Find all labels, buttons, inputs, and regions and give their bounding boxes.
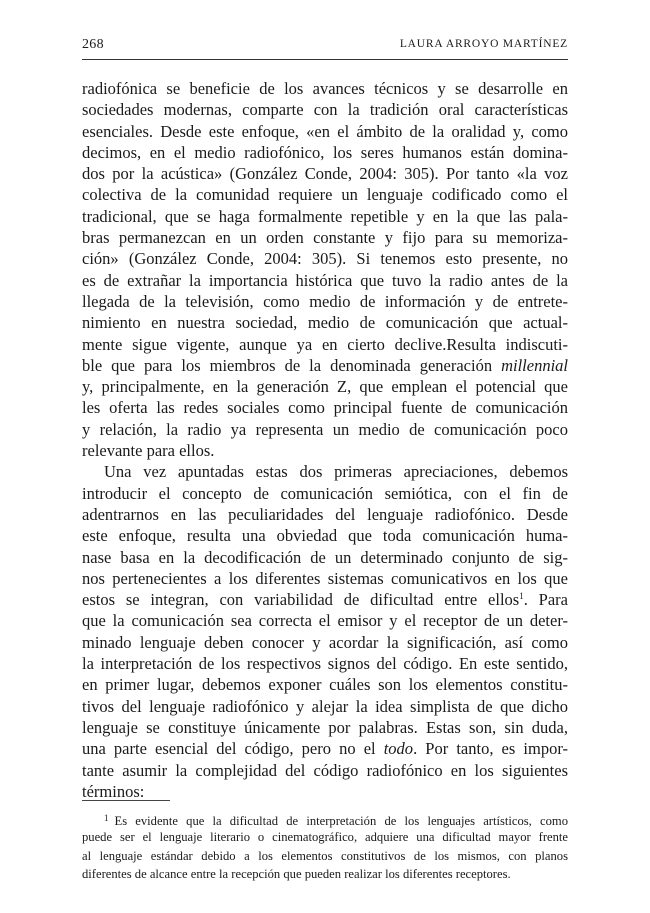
text-line: llegada de la televisión, como medio de información y de entrete- [82,291,568,311]
text-segment: . Por tanto, es impor- [413,739,568,759]
text-line: tante asumir la complejidad del código radiofónico en los siguientes [82,760,568,780]
text-line: la interpretación de los respectivos signos del código. En este sentido, [82,654,568,674]
text-line: mente sigue vigente, aunque ya en cierto declive.Resulta indiscuti- [82,334,568,354]
italic-term: millennial [501,355,568,375]
text-line: introducir el concepto de comunicación semiótica, con el fin de [82,483,568,503]
text-line: minado lenguaje deben conocer y acordar la significación, así como [82,632,568,652]
text-segment: ble que para los miembros de la denominada generación [82,355,502,375]
footnote-line [82,809,568,828]
footnote-line: puede ser el lenguaje literario o cinematográfico, adquiere una dificultad mayor frente [82,829,568,844]
footnote [82,809,568,884]
italic-term: todo [383,739,414,759]
text-line: decimos, en el medio radiofónico, los seres humanos están domina- [82,142,568,162]
text-line: lenguaje se constituye únicamente por palabras. Estas son, sin duda, [82,717,568,737]
footnote-marker: 1 [104,813,109,823]
footnote-line: diferentes de alcance entre la recepción que pueden realizar los diferentes receptores. [82,867,511,882]
text-line: que la comunicación sea correcta el emisor y el receptor de un deter- [82,611,568,631]
text-line: en primer lugar, debemos exponer cuáles son los elementos constitu- [82,675,568,695]
text-segment: estos se integran, con variabilidad de dificultad entre ellos [82,590,520,610]
text-segment: . Para [523,590,569,610]
text-line: y relación, la radio ya representa un medio de comunicación poco [82,419,568,439]
text-line: nos pertenecientes a los diferentes sistemas comunicativos en los que [82,568,568,588]
page-header [82,37,568,60]
text-line-with-footnote-ref [82,589,568,610]
text-line: esenciales. Desde este enfoque, «en el ámbito de la oralidad y, como [82,121,568,141]
text-line: y, principalmente, en la generación Z, que emplean el potencial que [82,377,568,397]
text-line: bras permanezcan en un orden constante y fijo para su memoriza- [82,228,568,248]
text-line: relevante para ellos. [82,441,215,461]
text-line: ción» (González Conde, 2004: 305). Si tenemos esto presente, no [82,249,568,269]
text-line: dos por la acústica» (González Conde, 2004: 305). Por tanto «la voz [82,164,568,184]
running-head: LAURA ARROYO MARTÍNEZ [399,38,568,50]
text-line: nimiento en nuestra sociedad, medio de comunicación que actual- [82,313,568,333]
text-line: les oferta las redes sociales como principal fuente de comunicación [82,398,568,418]
text-line: es de extrañar la importancia histórica que tuvo la radio antes de la [82,270,568,290]
footnote-separator [82,800,170,801]
text-line: tivos del lenguaje radiofónico y alejar la idea simplista de que dicho [82,696,568,716]
text-line-with-italic [82,355,568,376]
text-line-with-italic [82,738,568,759]
text-line: nase basa en la decodificación de un determinado conjunto de sig- [82,547,568,567]
paragraph-first-line: Una vez apuntadas estas dos primeras apreciaciones, debemos [104,462,568,482]
text-line: sociedades modernas, comparte con la tradición oral características [82,100,568,120]
text-segment: una parte esencial del código, pero no el [82,739,384,759]
body-text [82,78,568,802]
footnote-text: Es evidente que la dificultad de interpretación de los lenguajes artísticos, como [114,814,568,828]
text-line: términos: [82,781,145,801]
text-line: este enfoque, resulta una obviedad que toda comunicación huma- [82,526,568,546]
page-number: 268 [82,37,104,52]
footnote-line: al lenguaje estándar debido a los elementos constitutivos de los mismos, con planos [82,848,568,863]
text-line: radiofónica se beneficie de los avances técnicos y se desarrolle en [82,79,568,98]
text-line: adentrarnos en las peculiaridades del lenguaje radiofónico. Desde [82,504,568,524]
text-line: tradicional, que se haga formalmente repetible y en la que las pala- [82,206,568,226]
text-line: colectiva de la comunidad requiere un lenguaje codificado como el [82,185,568,205]
footnote-ref[interactable]: 1 [519,591,524,602]
